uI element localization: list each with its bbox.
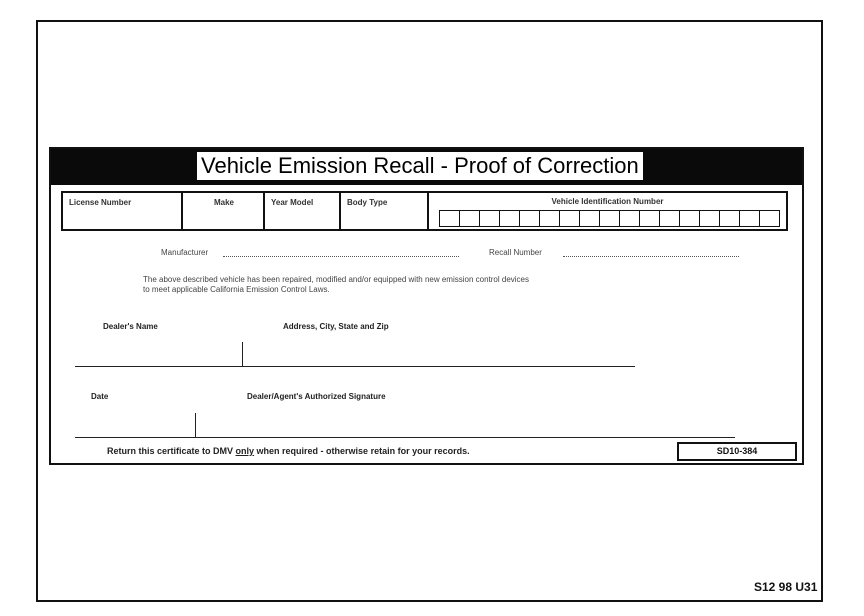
vehicle-fields-row	[61, 191, 788, 231]
vin-character-box[interactable]	[599, 210, 619, 227]
year-model-label: Year Model	[271, 198, 314, 207]
return-instructions-emphasis: only	[235, 446, 255, 456]
date-signature-line[interactable]	[75, 437, 735, 438]
vin-character-box[interactable]	[659, 210, 679, 227]
form-title: Vehicle Emission Recall - Proof of Correction	[197, 152, 643, 180]
return-instructions	[107, 446, 470, 456]
body-type-field[interactable]	[341, 193, 429, 229]
vin-character-box[interactable]	[539, 210, 559, 227]
vin-character-box[interactable]	[759, 210, 780, 227]
vin-character-boxes[interactable]	[439, 210, 780, 227]
vin-character-box[interactable]	[439, 210, 459, 227]
form-number: SD10-384	[677, 442, 797, 461]
vin-character-box[interactable]	[519, 210, 539, 227]
make-label: Make	[213, 198, 234, 207]
manufacturer-line[interactable]	[223, 256, 459, 257]
dealer-address-line[interactable]	[75, 366, 635, 367]
return-instructions-start: Return this certificate to DMV	[107, 446, 236, 456]
vin-character-box[interactable]	[739, 210, 759, 227]
vin-character-box[interactable]	[559, 210, 579, 227]
title-bar	[51, 149, 802, 185]
recall-number-label: Recall Number	[489, 248, 542, 257]
return-instructions-end: when required - otherwise retain for your records.	[254, 446, 470, 456]
manufacturer-label: Manufacturer	[161, 248, 209, 257]
vin-field[interactable]	[429, 193, 786, 229]
certification-statement	[143, 275, 733, 295]
vin-character-box[interactable]	[459, 210, 479, 227]
vin-character-box[interactable]	[639, 210, 659, 227]
vin-character-box[interactable]	[719, 210, 739, 227]
make-field[interactable]	[183, 193, 265, 229]
vin-character-box[interactable]	[479, 210, 499, 227]
vin-character-box[interactable]	[699, 210, 719, 227]
dealer-divider	[242, 342, 243, 366]
vin-character-box[interactable]	[499, 210, 519, 227]
date-label: Date	[91, 392, 109, 401]
vin-character-box[interactable]	[679, 210, 699, 227]
statement-line-2: to meet applicable California Emission Control Laws.	[143, 285, 330, 294]
signature-label: Dealer/Agent's Authorized Signature	[247, 392, 386, 401]
vin-character-box[interactable]	[619, 210, 639, 227]
license-number-label: License Number	[69, 198, 132, 207]
address-label: Address, City, State and Zip	[283, 322, 389, 331]
recall-certificate	[49, 147, 804, 465]
body-type-label: Body Type	[347, 198, 388, 207]
statement-line-1: The above described vehicle has been repaired, modified and/or equipped with new emission control devices	[143, 275, 530, 284]
vin-label: Vehicle Identification Number	[551, 197, 664, 206]
year-model-field[interactable]	[265, 193, 341, 229]
recall-number-line[interactable]	[563, 256, 739, 257]
date-divider	[195, 413, 196, 437]
vin-character-box[interactable]	[579, 210, 599, 227]
license-number-field[interactable]	[63, 193, 183, 229]
dealer-name-label: Dealer's Name	[103, 322, 158, 331]
page-code: S12 98 U31	[754, 580, 818, 594]
